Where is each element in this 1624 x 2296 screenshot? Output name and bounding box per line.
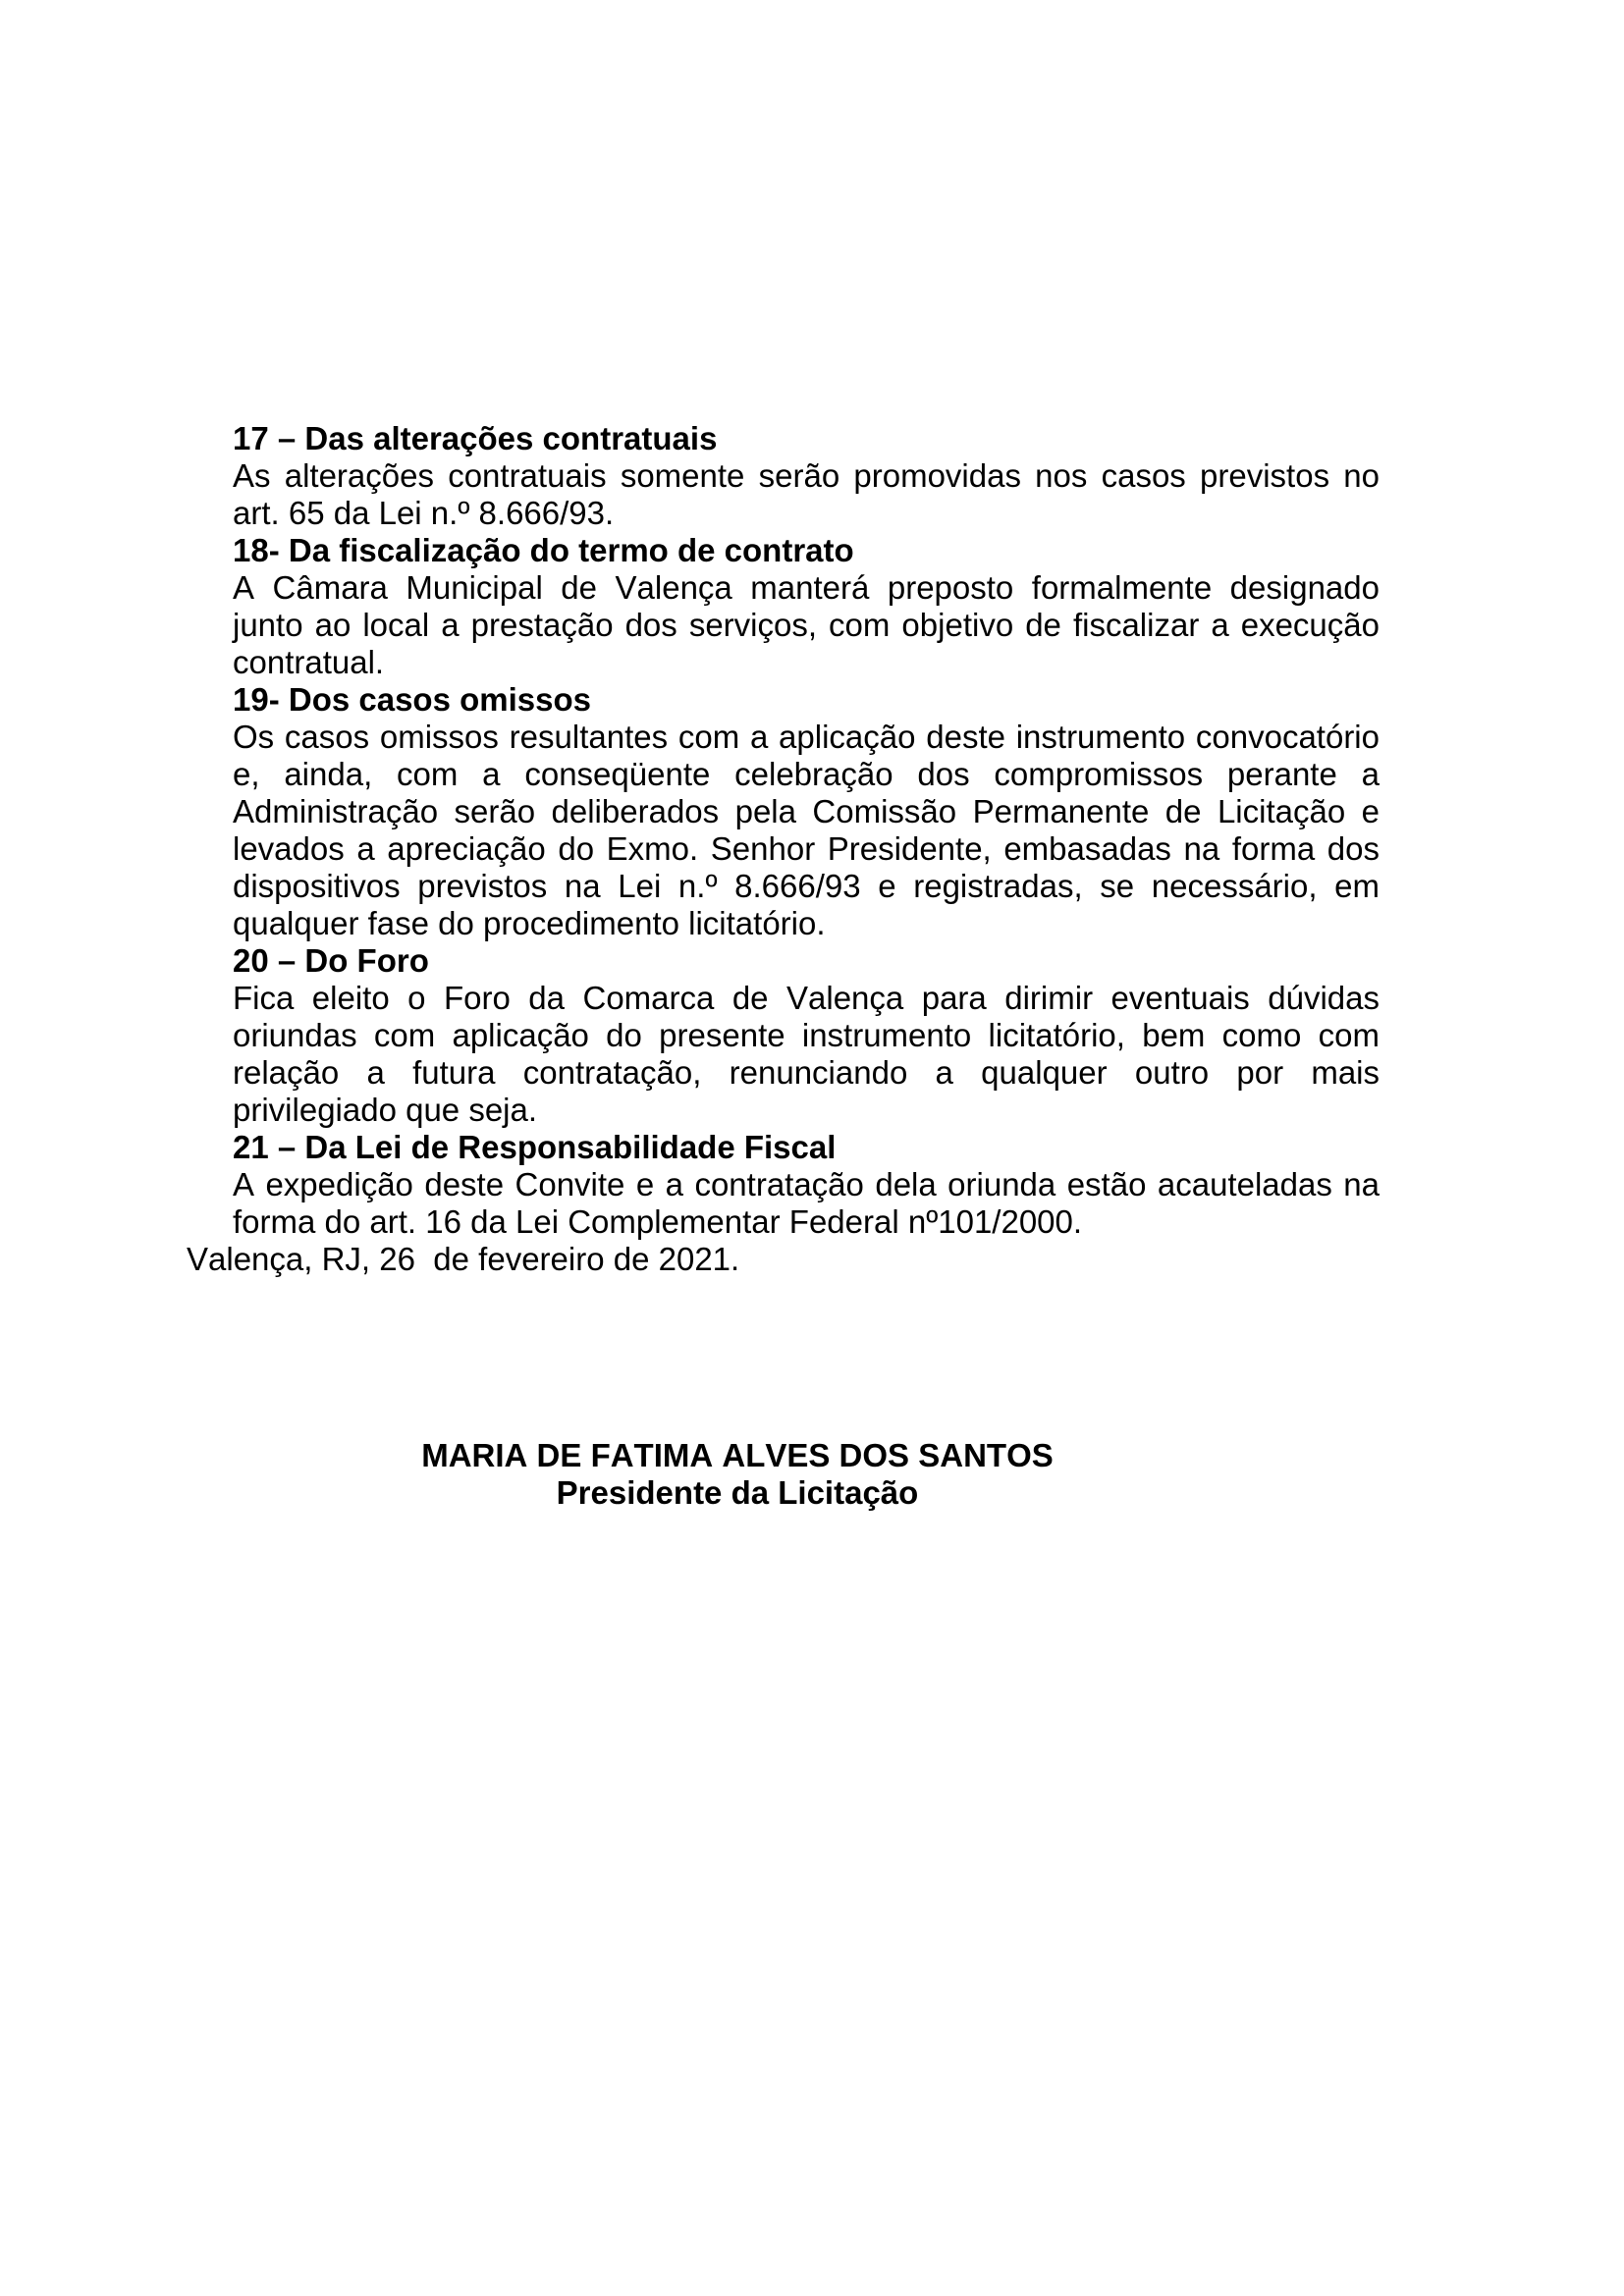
signature-title: Presidente da Licitação xyxy=(556,1474,919,1511)
section-19-heading: 19- Dos casos omissos xyxy=(233,681,591,718)
signature-block xyxy=(164,1437,1311,1512)
dateline: Valença, RJ, 26 de fevereiro de 2021. xyxy=(187,1241,740,1277)
section-20-paragraph: Fica eleito o Foro da Comarca de Valença para dirimir eventuais dúvidas oriundas com aplicação do presente instrumento licitatório, bem como com relação a futura contratação, renunciando a qualquer outro por mais privilegiado que seja. xyxy=(233,980,1380,1128)
section-18-paragraph: A Câmara Municipal de Valença manterá preposto formalmente designado junto ao local a prestação dos serviços, com objetivo de fiscalizar a execução contratual. xyxy=(233,569,1380,680)
section-17-paragraph: As alterações contratuais somente serão promovidas nos casos previstos no art. 65 da Lei n.º 8.666/93. xyxy=(233,457,1380,531)
section-17-heading: 17 – Das alterações contratuais xyxy=(233,420,718,456)
section-20-heading: 20 – Do Foro xyxy=(233,942,429,979)
signature-name: MARIA DE FATIMA ALVES DOS SANTOS xyxy=(421,1437,1054,1473)
section-21-paragraph: A expedição deste Convite e a contratação dela oriunda estão acauteladas na forma do art. 16 da Lei Complementar Federal nº101/2000. xyxy=(233,1166,1380,1240)
document-page xyxy=(187,0,1380,1512)
section-18-heading: 18- Da fiscalização do termo de contrato xyxy=(233,532,854,568)
section-19-paragraph: Os casos omissos resultantes com a aplicação deste instrumento convocatório e, ainda, com a conseqüente celebração dos compromissos perante a Administração serão deliberados pela Comissão Permanente de Licitação e levados a apreciação do Exmo. Senhor Presidente, embasadas na forma dos dispositivos previstos na Lei n.º 8.666/93 e registradas, se necessário, em qualquer fase do procedimento licitatório. xyxy=(233,719,1380,941)
section-21-heading: 21 – Da Lei de Responsabilidade Fiscal xyxy=(233,1129,837,1165)
